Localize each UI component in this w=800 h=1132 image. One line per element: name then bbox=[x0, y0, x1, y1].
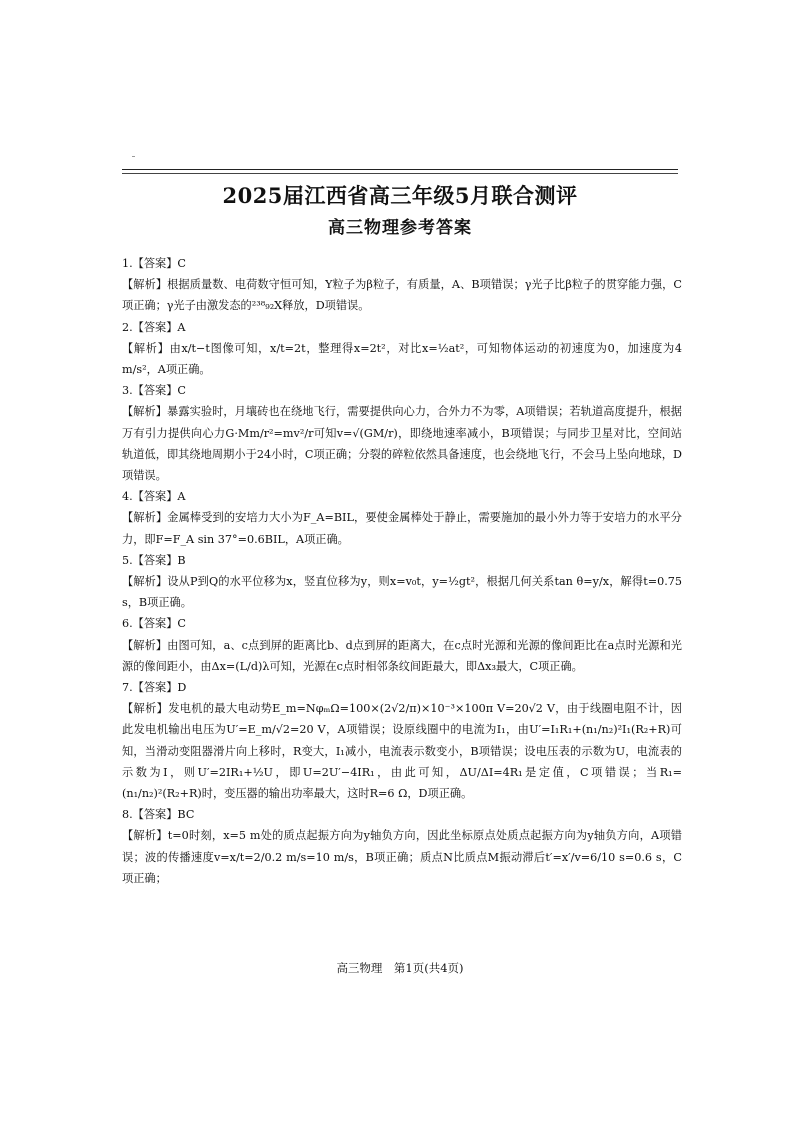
answer-item-7 bbox=[122, 677, 682, 804]
explanation-text: 【解析】根据质量数、电荷数守恒可知，Y粒子为β粒子，有质量，A、B项错误；γ光子比β粒子的贯穿能力强，C项正确；γ光子由激发态的²³⁸₉₂X释放，D项错误。 bbox=[122, 278, 682, 313]
answer-item-1 bbox=[122, 253, 682, 317]
answer-item-4 bbox=[122, 486, 682, 550]
answer-label: 6.【答案】C bbox=[122, 617, 186, 631]
explanation-text: 【解析】暴露实验时，月壤砖也在绕地飞行，需要提供向心力，合外力不为零，A项错误；若轨道高度提升，根据万有引力提供向心力G·Mm/r²=mv²/r可知v=√(GM/r)，即绕地速率减小，B项错误；与同步卫星对比，空间站轨道低，即其绕地周期小于24小时，C项正确；分裂的碎粒依然具备速度，也会绕地飞行，不会马上坠向地球，D项错误。 bbox=[122, 405, 682, 483]
answer-list bbox=[122, 253, 682, 889]
page-title: 2025届江西省高三年级5月联合测评 bbox=[222, 183, 578, 208]
answer-label: 7.【答案】D bbox=[122, 681, 187, 695]
header-rule bbox=[122, 169, 678, 170]
answer-label: 2.【答案】A bbox=[122, 320, 186, 334]
answer-label: 1.【答案】C bbox=[122, 257, 186, 270]
answer-item-3 bbox=[122, 380, 682, 486]
explanation-text: 【解析】发电机的最大电动势E_m=NφₘΩ=100×(2√2/π)×10⁻³×100π V=20√2 V，由于线圈电阻不计，因此发电机输出电压为U′=E_m/√2=20 V，A项错误；设原线圈中的电流为I₁，由U′=I₁R₁+(n₁/n₂)²I₁(R₂+R)可知，当滑动变阻器滑片向上移时，R变大，I₁减小，电流表示数变小，B项错误；设电压表的示数为U，电流表的示数为I，则U′=2IR₁+½U，即U=2U′−4IR₁，由此可知，ΔU/ΔI=4R₁是定值，C项错误；当R₁=(n₁/n₂)²(R₂+R)时，变压器的输出功率最大，这时R=6 Ω，D项正确。 bbox=[122, 702, 682, 801]
answer-label: 3.【答案】C bbox=[122, 384, 186, 398]
header-rule-thin bbox=[122, 173, 678, 174]
explanation-text: 【解析】由x/t−t图像可知，x/t=2t，整理得x=2t²，对比x=½at²，可知物体运动的初速度为0，加速度为4 m/s²，A项正确。 bbox=[122, 341, 682, 377]
answer-label: 4.【答案】A bbox=[122, 490, 186, 504]
answer-item-5 bbox=[122, 550, 682, 614]
explanation-text: 【解析】由图可知，a、c点到屏的距离比b、d点到屏的距离大，在c点时光源和光源的像间距比在a点时光源和光源的像间距小，由Δx=(L/d)λ可知，光源在c点时相邻条纹间距最大，即Δx₃最大，C项正确。 bbox=[122, 638, 682, 673]
explanation-text: 【解析】设从P到Q的水平位移为x，竖直位移为y，则x=v₀t，y=½gt²，根据几何关系tan θ=y/x，解得t=0.75 s，B项正确。 bbox=[122, 575, 682, 610]
page-subtitle: 高三物理参考答案 bbox=[328, 218, 472, 238]
answer-item-6 bbox=[122, 613, 682, 677]
page-footer: 高三物理 第1页(共4页) bbox=[336, 961, 464, 975]
explanation-text: 【解析】金属棒受到的安培力大小为F_A=BIL，要使金属棒处于静止，需要施加的最小外力等于安培力的水平分力，即F=F_A sin 37°=0.6BIL，A项正确。 bbox=[122, 511, 682, 546]
answer-item-2 bbox=[122, 317, 682, 381]
explanation-text: 【解析】t=0时刻，x=5 m处的质点起振方向为y轴负方向，因此坐标原点处质点起振方向为y轴负方向，A项错误；波的传播速度v=x/t=2/0.2 m/s=10 m/s，B项正确；质点N比质点M振动滞后t′=x′/v=6/10 s=0.6 s，C项正确； bbox=[122, 829, 682, 885]
answer-item-8 bbox=[122, 804, 682, 889]
answer-label: 5.【答案】B bbox=[122, 553, 186, 567]
speck bbox=[132, 156, 135, 157]
answer-label: 8.【答案】BC bbox=[122, 808, 195, 822]
